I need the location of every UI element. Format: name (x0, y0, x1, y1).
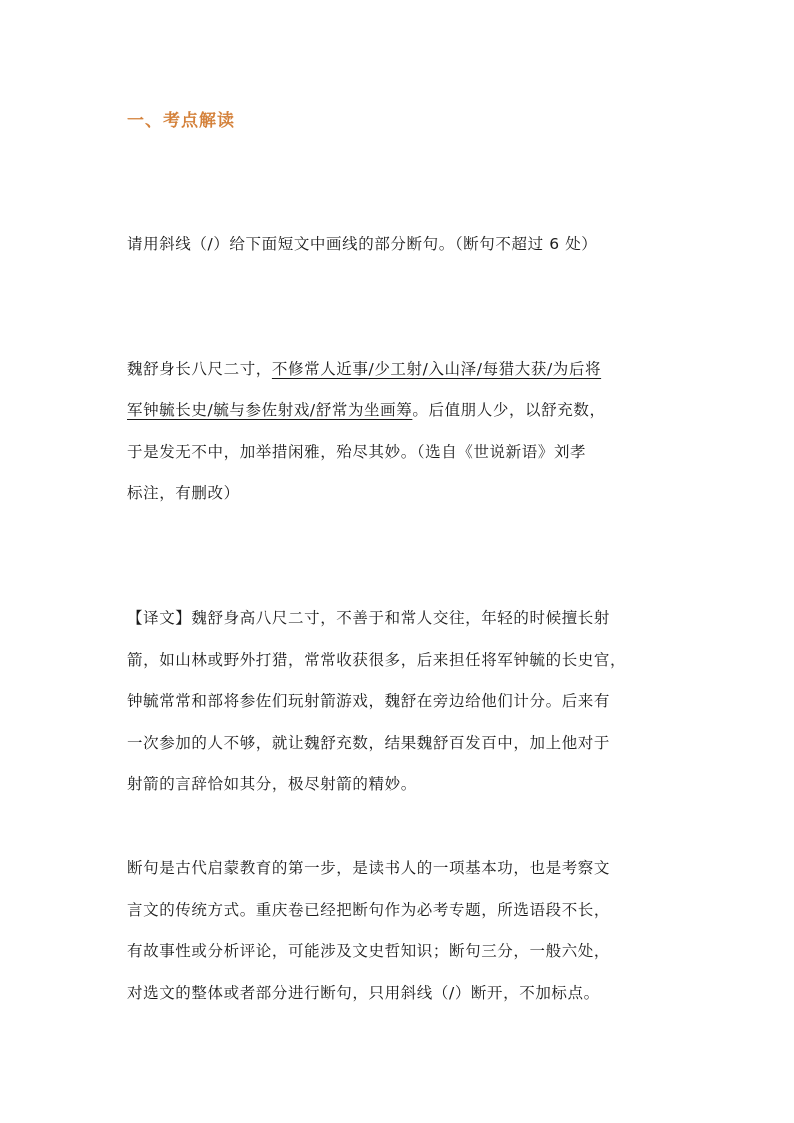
translation-line-1: 【译文】魏舒身高八尺二寸，不善于和常人交往，年轻的时候擅长射 (127, 609, 611, 627)
passage-line-1-underlined: 不修常人近事/少工射/入山泽/每猎大获/为后将 (271, 360, 602, 378)
instruction-text: 请用斜线（/）给下面短文中画线的部分断句。（断句不超过 6 处） (127, 235, 598, 253)
explanation-line-3: 有故事性或分析评论，可能涉及文史哲知识；断句三分，一般六处， (127, 942, 611, 960)
translation-line-5: 射箭的言辞恰如其分，极尽射箭的精妙。 (127, 775, 417, 793)
passage-line-1 (127, 358, 601, 380)
translation-line-4: 一次参加的人不够，就让魏舒充数，结果魏舒百发百中，加上他对于 (127, 734, 611, 752)
passage-line-2-underlined: 军钟毓长史/毓与参佐射戏/舒常为坐画筹 (127, 401, 413, 419)
passage-line-2-plain: 。后值朋人少，以舒充数， (412, 401, 606, 419)
passage-line-4: 标注，有删改） (127, 484, 240, 502)
explanation-line-1: 断句是古代启蒙教育的第一步，是读书人的一项基本功，也是考察文 (127, 859, 611, 877)
passage-line-1-plain: 魏舒身长八尺二寸， (127, 360, 272, 378)
translation-line-2: 箭，如山林或野外打猎，常常收获很多，后来担任将军钟毓的长史官， (127, 651, 627, 669)
explanation-line-4: 对选文的整体或者部分进行断句，只用斜线（/）断开，不加标点。 (127, 984, 600, 1002)
passage-line-2 (127, 399, 606, 421)
translation-line-3: 钟毓常常和部将参佐们玩射箭游戏，魏舒在旁边给他们计分。后来有 (127, 692, 611, 710)
section-heading: 一、考点解读 (127, 111, 235, 131)
passage-line-3: 于是发无不中，加举措闲雅，殆尽其妙。（选自《世说新语》刘孝 (127, 443, 587, 461)
explanation-line-2: 言文的传统方式。重庆卷已经把断句作为必考专题，所选语段不长， (127, 901, 611, 919)
